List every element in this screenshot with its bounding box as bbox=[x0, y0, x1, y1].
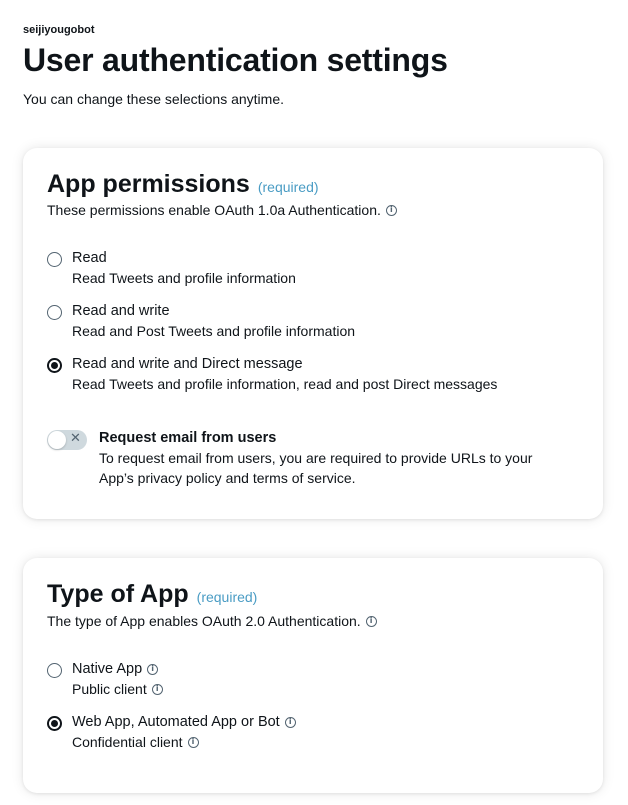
radio-read-write-dm-label: Read and write and Direct message bbox=[72, 356, 303, 372]
request-email-label: Request email from users bbox=[99, 430, 277, 446]
radio-read-button[interactable] bbox=[47, 252, 62, 267]
type-of-app-description bbox=[47, 613, 377, 629]
radio-read-label: Read bbox=[72, 250, 107, 266]
radio-native-app-button[interactable] bbox=[47, 663, 62, 678]
app-permissions-header bbox=[47, 170, 319, 199]
radio-native-app-description bbox=[72, 681, 163, 697]
radio-web-app-description bbox=[72, 734, 296, 750]
page-title: User authentication settings bbox=[23, 42, 448, 78]
radio-read-description: Read Tweets and profile information bbox=[72, 270, 296, 286]
radio-web-app-description-text: Confidential client bbox=[72, 734, 183, 750]
type-of-app-description-text: The type of App enables OAuth 2.0 Authentication. bbox=[47, 613, 361, 629]
info-icon[interactable]: i bbox=[285, 717, 296, 728]
radio-read-write[interactable] bbox=[47, 303, 355, 339]
radio-web-app-button[interactable] bbox=[47, 716, 62, 731]
radio-read-write-dm[interactable] bbox=[47, 356, 497, 392]
app-permissions-description bbox=[47, 202, 397, 218]
type-of-app-header bbox=[47, 580, 257, 609]
radio-read-write-description: Read and Post Tweets and profile information bbox=[72, 323, 356, 339]
app-permissions-title: App permissions bbox=[47, 170, 250, 198]
radio-web-app-label bbox=[72, 714, 296, 730]
app-name: seijiyougobot bbox=[23, 24, 95, 36]
radio-web-app[interactable] bbox=[47, 714, 296, 750]
radio-native-app-description-text: Public client bbox=[72, 681, 147, 697]
page-subtitle: You can change these selections anytime. bbox=[23, 91, 284, 107]
required-label: (required) bbox=[257, 179, 319, 195]
request-email-description: To request email from users, you are required to provide URLs to your App’s privacy policy and terms of service. bbox=[99, 450, 533, 486]
type-of-app-card bbox=[23, 558, 603, 793]
radio-native-app[interactable] bbox=[47, 661, 163, 697]
radio-read-write-dm-button[interactable] bbox=[47, 358, 62, 373]
close-icon: ✕ bbox=[70, 431, 81, 446]
radio-read-write-dm-description: Read Tweets and profile information, read and post Direct messages bbox=[72, 376, 498, 392]
app-permissions-card bbox=[23, 148, 603, 519]
radio-read-write-label: Read and write bbox=[72, 303, 170, 319]
info-icon[interactable]: i bbox=[188, 737, 199, 748]
request-email-row bbox=[47, 430, 569, 488]
toggle-knob bbox=[48, 431, 66, 449]
info-icon[interactable]: i bbox=[147, 664, 158, 675]
radio-web-app-label-text: Web App, Automated App or Bot bbox=[72, 714, 280, 730]
app-permissions-description-text: These permissions enable OAuth 1.0a Authentication. bbox=[47, 202, 381, 218]
radio-read-write-button[interactable] bbox=[47, 305, 62, 320]
required-label: (required) bbox=[196, 589, 258, 605]
info-icon[interactable]: i bbox=[386, 205, 397, 216]
type-of-app-title: Type of App bbox=[47, 580, 189, 608]
radio-native-app-label bbox=[72, 661, 163, 677]
info-icon[interactable]: i bbox=[366, 616, 377, 627]
info-icon[interactable]: i bbox=[152, 684, 163, 695]
radio-native-app-label-text: Native App bbox=[72, 661, 143, 677]
radio-read[interactable] bbox=[47, 250, 296, 286]
request-email-toggle[interactable] bbox=[47, 430, 87, 450]
